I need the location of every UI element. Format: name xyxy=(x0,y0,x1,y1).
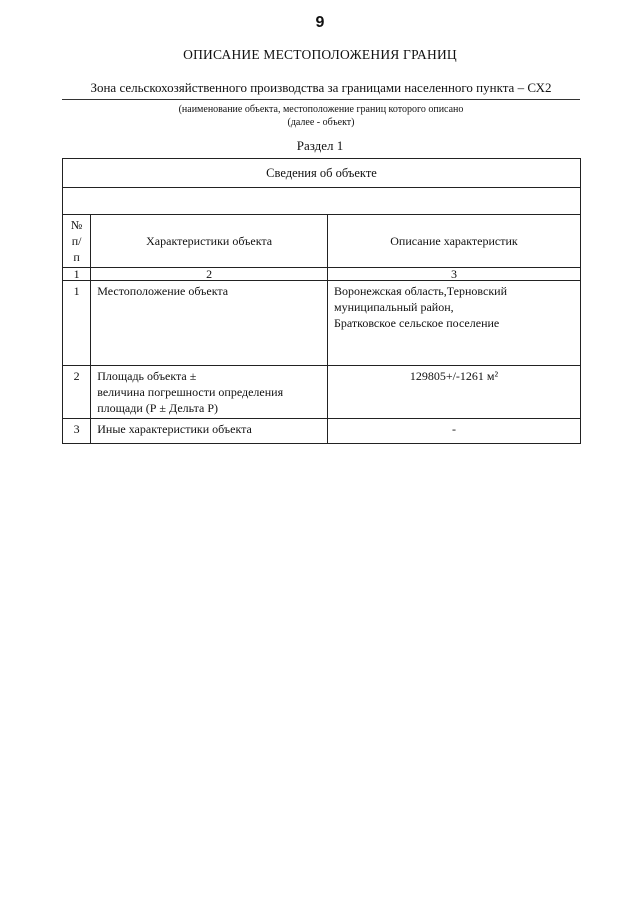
column-header-number xyxy=(63,215,91,268)
table-header-row xyxy=(63,159,581,188)
document-title: ОПИСАНИЕ МЕСТОПОЛОЖЕНИЯ ГРАНИЦ xyxy=(183,47,457,62)
row-number: 2 xyxy=(63,366,91,419)
object-info-table xyxy=(62,158,581,444)
column-index-1: 1 xyxy=(63,268,91,281)
row-description-line-3: Братковское сельское поселение xyxy=(333,316,500,330)
object-caption-line-1: (наименование объекта, местоположение границ которого описано xyxy=(178,104,464,115)
table-empty-cell xyxy=(63,188,581,215)
row-characteristic: Иные характеристики объекта xyxy=(91,419,328,444)
table-row xyxy=(63,366,581,419)
column-header-number-line-2: п/п xyxy=(71,234,82,264)
column-header-number-line-1: № xyxy=(70,218,83,232)
row-characteristic xyxy=(91,366,328,419)
table-header: Сведения об объекте xyxy=(63,159,581,188)
row-description-line-2: муниципальный район, xyxy=(333,300,454,314)
row-description: 129805+/-1261 м² xyxy=(327,366,580,419)
object-caption-line-2: (далее - объект) xyxy=(287,117,355,128)
row-characteristic-line-3: площади (Р ± Дельта Р) xyxy=(97,401,219,415)
row-description xyxy=(327,281,580,366)
object-caption xyxy=(62,103,580,129)
column-index-2: 2 xyxy=(91,268,328,281)
column-header-characteristics: Характеристики объекта xyxy=(91,215,328,268)
column-index-3: 3 xyxy=(327,268,580,281)
page-number: 9 xyxy=(315,14,325,31)
table-empty-row xyxy=(63,188,581,215)
table-row xyxy=(63,281,581,366)
section-title: Раздел 1 xyxy=(296,138,344,153)
row-description: - xyxy=(327,419,580,444)
row-number: 3 xyxy=(63,419,91,444)
column-header-description: Описание характеристик xyxy=(327,215,580,268)
column-headers-row xyxy=(63,215,581,268)
row-characteristic: Местоположение объекта xyxy=(91,281,328,366)
row-characteristic-line-2: величина погрешности определения xyxy=(97,385,284,399)
row-characteristic-line-1: Площадь объекта ± xyxy=(97,369,197,383)
row-number: 1 xyxy=(63,281,91,366)
column-index-row xyxy=(63,268,581,281)
object-name: Зона сельскохозяйственного производства за границами населенного пункта – СХ2 xyxy=(62,80,580,100)
table-row xyxy=(63,419,581,444)
row-description-line-1: Воронежская область,Терновский xyxy=(333,284,507,298)
